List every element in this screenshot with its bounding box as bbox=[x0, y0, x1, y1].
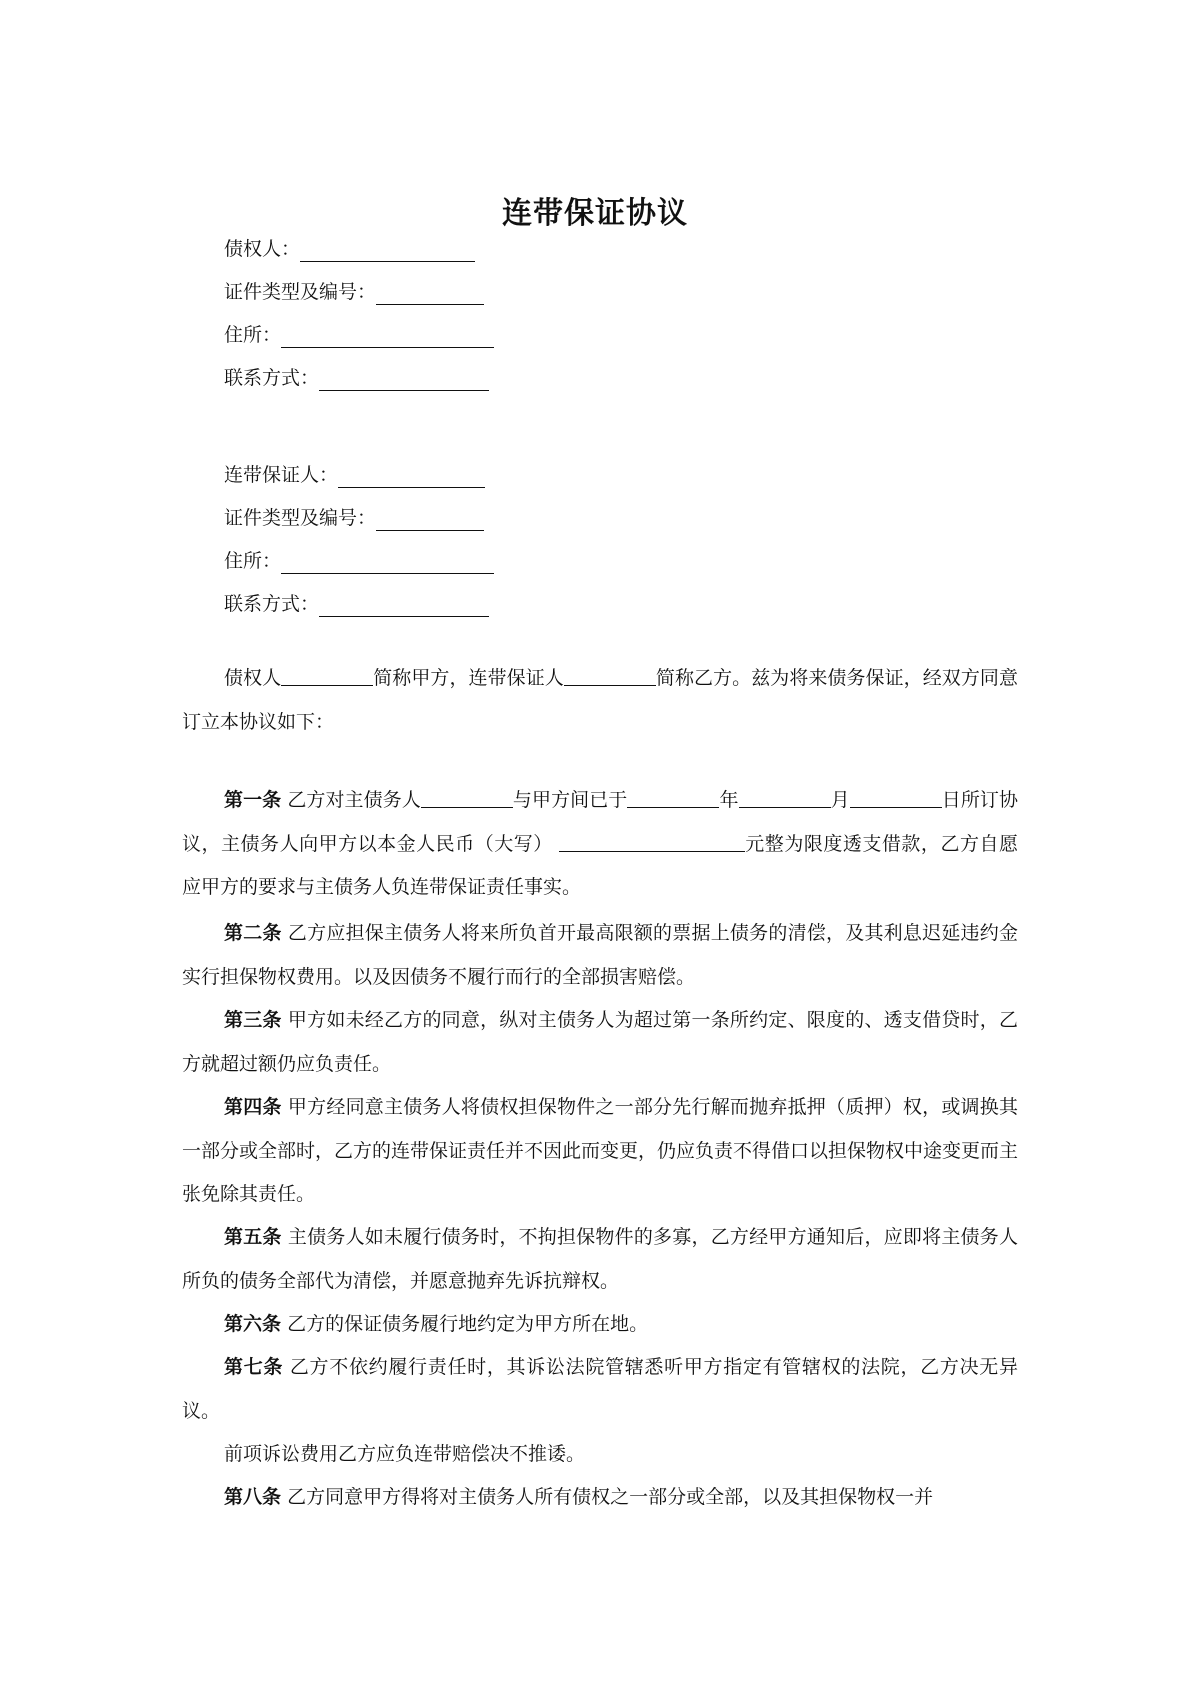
blank-line[interactable] bbox=[319, 594, 489, 617]
blank-line[interactable] bbox=[850, 785, 942, 808]
blank-line[interactable] bbox=[281, 325, 494, 348]
article-text: 主债务人如未履行债务时，不拘担保物件的多寡，乙方经甲方通知后，应即将主债务人所负的债务全部代为清偿，并愿意抛弃先诉抗辩权。 bbox=[182, 1226, 1018, 1292]
field-label: 联系方式： bbox=[224, 367, 320, 389]
blank-line[interactable] bbox=[739, 785, 831, 808]
article-2 bbox=[182, 912, 1018, 999]
blank-line[interactable] bbox=[319, 368, 489, 391]
guarantor-id-field bbox=[224, 501, 484, 531]
field-label: 证件类型及编号： bbox=[224, 281, 377, 303]
field-label: 连带保证人： bbox=[224, 464, 339, 486]
article-text: 与甲方间已于 bbox=[512, 789, 628, 811]
article-text: 乙方的保证债务履行地约定为甲方所在地。 bbox=[287, 1313, 649, 1335]
field-label: 联系方式： bbox=[224, 593, 320, 615]
intro-text: 债权人 bbox=[224, 667, 282, 689]
article-text: 日所订协议，主债务人向甲方以本金人民币（大写） bbox=[182, 789, 1018, 855]
article-heading: 第三条 bbox=[224, 1009, 282, 1031]
article-3 bbox=[182, 999, 1018, 1086]
article-text: 乙方对主债务人 bbox=[287, 789, 421, 811]
blank-line[interactable] bbox=[281, 551, 494, 574]
article-heading: 第八条 bbox=[224, 1486, 282, 1508]
blank-line[interactable] bbox=[376, 508, 484, 531]
creditor-id-field bbox=[224, 275, 484, 305]
article-text: 乙方同意甲方得将对主债务人所有债权之一部分或全部，以及其担保物权一并 bbox=[287, 1486, 934, 1508]
article-7 bbox=[182, 1346, 1018, 1433]
blank-line[interactable] bbox=[559, 829, 745, 852]
guarantor-address-field bbox=[224, 544, 494, 574]
article-heading: 第一条 bbox=[224, 789, 282, 811]
guarantor-name-field bbox=[224, 458, 485, 488]
article-text: 月 bbox=[830, 789, 850, 811]
article-heading: 第二条 bbox=[224, 922, 282, 944]
document-title: 连带保证协议 bbox=[502, 196, 688, 231]
article-text: 元整为限度透支借款，乙方自愿应甲方的要求与主债务人负连带保证责任事实。 bbox=[182, 832, 1018, 898]
blank-line[interactable] bbox=[300, 239, 475, 262]
article-heading: 第五条 bbox=[224, 1226, 282, 1248]
article-heading: 第七条 bbox=[224, 1356, 284, 1378]
article-4 bbox=[182, 1086, 1018, 1217]
guarantor-contact-field bbox=[224, 587, 489, 617]
article-text: 乙方应担保主债务人将来所负首开最高限额的票据上债务的清偿，及其利息迟延违约金实行担保物权费用。以及因债务不履行而行的全部损害赔偿。 bbox=[182, 922, 1018, 988]
creditor-address-field bbox=[224, 318, 494, 348]
article-text: 乙方不依约履行责任时，其诉讼法院管辖悉听甲方指定有管辖权的法院，乙方决无异议。 bbox=[182, 1356, 1018, 1422]
field-label: 证件类型及编号： bbox=[224, 507, 377, 529]
blank-line[interactable] bbox=[281, 663, 373, 686]
article-text: 甲方经同意主债务人将债权担保物件之一部分先行解而抛弃抵押（质押）权，或调换其一部分或全部时，乙方的连带保证责任并不因此而变更，仍应负责不得借口以担保物权中途变更而主张免除其责任。 bbox=[182, 1096, 1019, 1205]
creditor-contact-field bbox=[224, 361, 489, 391]
article-heading: 第四条 bbox=[224, 1096, 282, 1118]
field-label: 住所： bbox=[224, 550, 282, 572]
intro-text: 简称乙方。兹为将来债务保证，经双方同意订立本协议如下： bbox=[182, 667, 1018, 733]
article-6 bbox=[182, 1303, 1018, 1347]
intro-text: 简称甲方，连带保证人 bbox=[373, 667, 564, 689]
field-label: 债权人： bbox=[224, 238, 301, 260]
article-8 bbox=[182, 1476, 1018, 1520]
article-heading: 第六条 bbox=[224, 1313, 282, 1335]
blank-line[interactable] bbox=[338, 465, 485, 488]
blank-line[interactable] bbox=[376, 282, 484, 305]
blank-line[interactable] bbox=[421, 785, 513, 808]
article-1 bbox=[182, 779, 1018, 910]
article-5 bbox=[182, 1216, 1018, 1303]
article-text: 甲方如未经乙方的同意，纵对主债务人为超过第一条所约定、限度的、透支借贷时，乙方就超过额仍应负责任。 bbox=[182, 1009, 1018, 1075]
field-label: 住所： bbox=[224, 324, 282, 346]
article-7-note: 前项诉讼费用乙方应负连带赔偿决不推诿。 bbox=[224, 1443, 586, 1465]
blank-line[interactable] bbox=[627, 785, 719, 808]
creditor-name-field bbox=[224, 232, 475, 262]
blank-line[interactable] bbox=[564, 663, 656, 686]
intro-paragraph bbox=[182, 657, 1018, 744]
article-text: 年 bbox=[719, 789, 739, 811]
